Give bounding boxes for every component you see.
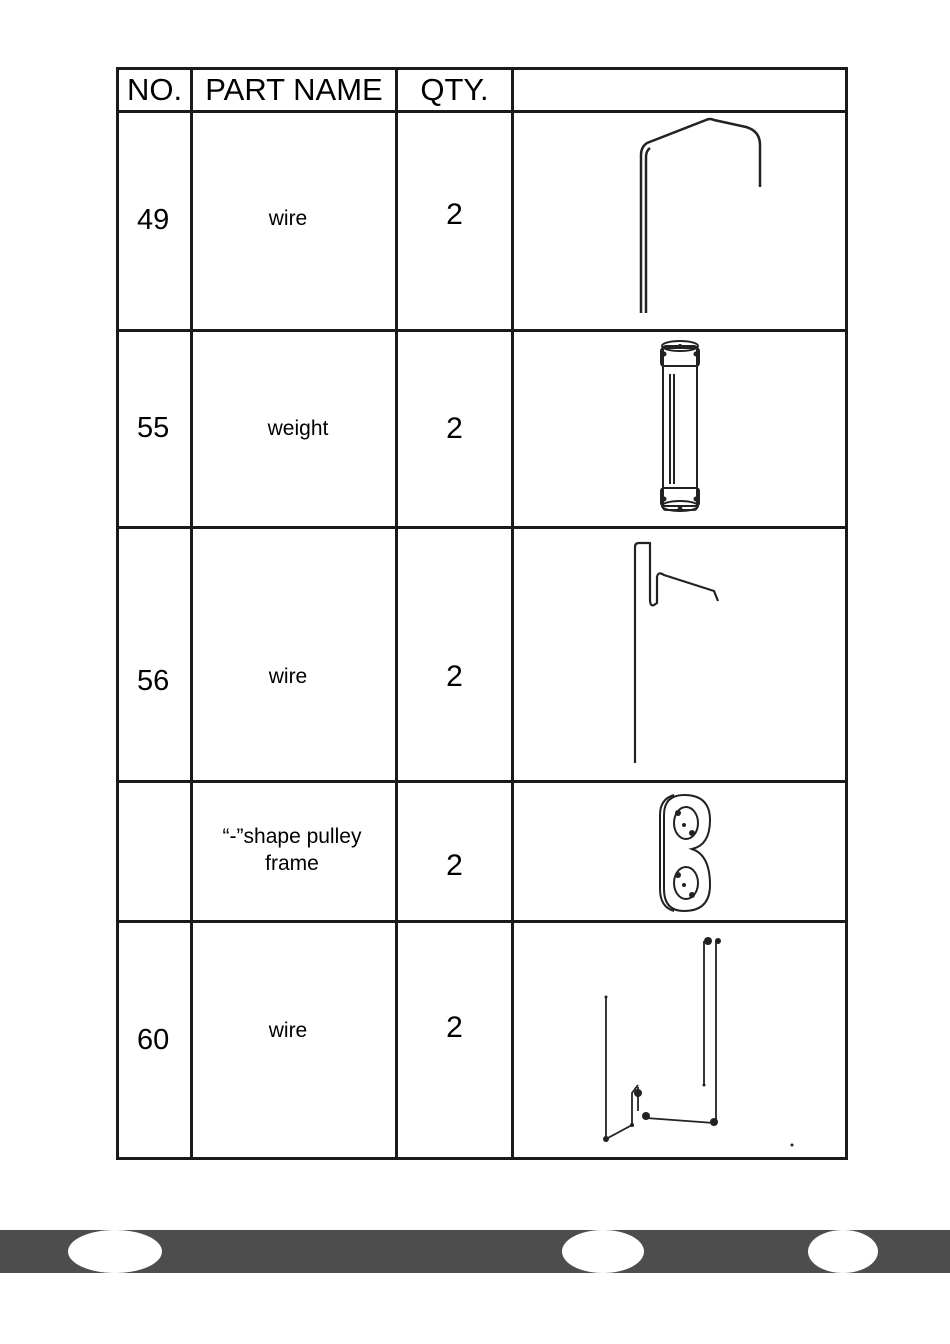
part-name: [192, 112, 397, 331]
part-image: [513, 781, 847, 921]
part-number: 60: [118, 922, 192, 1159]
part-qty: 2: [397, 330, 513, 528]
part-name-line: frame: [265, 851, 319, 875]
pulley-frame-icon: [514, 785, 848, 919]
part-qty: [397, 528, 513, 782]
weight-icon: [514, 334, 848, 524]
wire-60-icon: [514, 925, 848, 1155]
wire-56-icon: [514, 531, 848, 779]
part-number: [118, 528, 192, 782]
part-image: [513, 330, 847, 528]
footer-pill-right: [808, 1230, 878, 1273]
part-qty: [397, 112, 513, 331]
part-number: [118, 781, 192, 921]
part-image: [513, 528, 847, 782]
header-part-name: PART NAME: [192, 69, 397, 112]
part-name: [192, 781, 397, 921]
part-qty-text: 2: [446, 197, 463, 231]
part-name-text: wire: [268, 665, 308, 689]
parts-table: [116, 67, 848, 1160]
table-row: [118, 781, 847, 921]
table-header-row: [118, 69, 847, 112]
header-image: [513, 69, 847, 112]
part-name-text: weight: [267, 417, 329, 441]
table-row: [118, 330, 847, 528]
part-name: [192, 922, 397, 1159]
part-number-text: 56: [137, 665, 170, 698]
part-qty: [397, 781, 513, 921]
part-number: 49: [118, 112, 192, 331]
header-no: NO.: [118, 69, 192, 112]
part-name-line: “-”shape pulley: [222, 824, 362, 848]
part-qty: [397, 922, 513, 1159]
wire-49-icon: [514, 115, 848, 327]
part-name-text: wire: [268, 207, 308, 231]
part-number: 55: [118, 330, 192, 528]
part-qty-text: 2: [446, 659, 463, 693]
footer-pill-left: [68, 1230, 162, 1273]
table-row: [118, 528, 847, 782]
header-qty: QTY.: [397, 69, 513, 112]
part-image: [513, 112, 847, 331]
part-name: [192, 528, 397, 782]
part-name-text: wire: [268, 1018, 308, 1042]
part-image: [513, 922, 847, 1159]
part-name: [192, 330, 397, 528]
part-qty-text: 2: [446, 1011, 463, 1045]
table-row: [118, 922, 847, 1159]
table-row: [118, 112, 847, 331]
part-qty-text: 2: [446, 848, 463, 882]
footer-bar: [0, 1230, 950, 1273]
footer-pill-center: [562, 1230, 644, 1273]
